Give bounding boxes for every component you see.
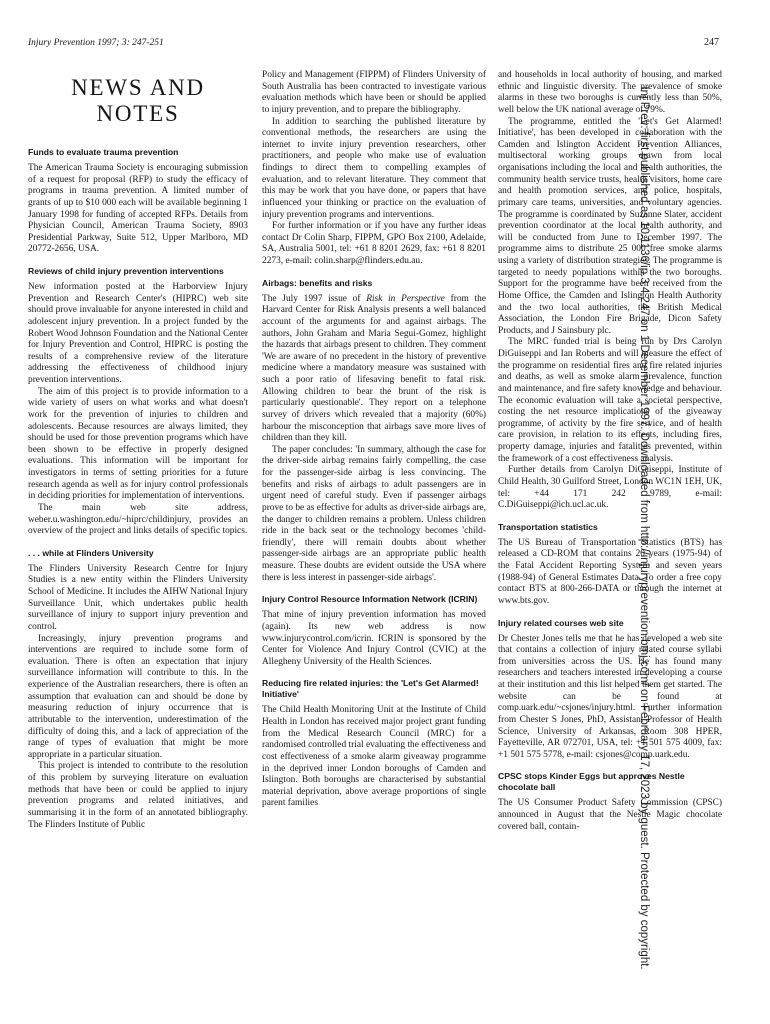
- paragraph: The programme, entitled the 'Let's Get Alarmed! Initiative', has been developed in collaboration with the Camden and Islington Accident Prevention Alliances, multisectoral working groups drawn from local organisations including the local and health authorities, the community health service trusts, health visitors, home care and health promotion services, and police, hospitals, primary care teams, universities, and voluntary agencies. The programme is coordinated by Suzanne Slater, accident prevention coordinator at the local health authority, and will be conducted from June to December 1997. The programme aims to distribute 25 000 free smoke alarms using a variety of distribution strategies. The programme is targeted to needy populations within the two boroughs. Support for the programme have been received from the Home Office, the Camden and Islington Health Authority and the two local authorities, the British Medical Association, the London Fire Brigade, Dicon Safety Products, and J Sainsbury plc.: [498, 116, 722, 336]
- heading-cpsc: CPSC stops Kinder Eggs but approves Nestle chocolate ball: [498, 771, 685, 793]
- masthead-line-2: NOTES: [96, 101, 180, 126]
- paragraph: The US Bureau of Transportation Statistics (BTS) has released a CD-ROM that contains 20 years (1975-94) of the Fatal Accident Reporting System and seven years (1988-94) of General Estimates Data. To order a free copy contact BTS at 800-266-DATA or through the internet at www.bts.gov.: [498, 537, 722, 606]
- paragraph: and households in local authority of housing, and marked ethnic and linguistic diversity. The prevalence of smoke alarms in these two boroughs is currently less than 50%, well below the UK national average of 79%.: [498, 70, 722, 115]
- text-run: from the Harvard Center for Risk Analysis presents a well balanced account of the arguments for and against airbags. The authors, John Graham and Maria Segui-Gomez, highlight the hazards that airbags present to children. They comment 'We are aware of no precedent in the history of preventive medicine where a mandatory measure was sustained with such a poor ratio of lifesaving benefit to fatal risk. Allowing children to bear the brunt of the risk is particularly questionable'. They report on a telephone survey of drivers which revealed that a majority (60%) harbour the misconception that airbags save more lives of children than they kill.: [262, 293, 486, 444]
- heading-courses: Injury related courses web site: [498, 617, 624, 628]
- paragraph: Increasingly, injury prevention programs and interventions are required to include some form of evaluation. There is often an expectation that injury surveillance information will contribute to this. In the experience of the Australian researchers, there is often an assumption that evaluation can and should be done by measuring reduction of injury occurrence that is attributable to the intervention, underestimation of the difficulty of doing this, and a lack of appreciation of the range of types of evaluation that might be more appropriate in a particular situation.: [28, 633, 248, 760]
- page-number: 247: [704, 37, 719, 48]
- paragraph: In addition to searching the published literature by conventional methods, the researchers are using the internet to invite injury prevention researchers, other practitioners, and people who make use of evaluation findings to direct them to compelling examples of evaluation, and to relevant literature. They comment that this may be work that you have done, or papers that have influenced your thinking or practice on the evaluation of injury prevention programs and interventions.: [262, 116, 486, 220]
- paragraph: Policy and Management (FIPPM) of Flinders University of South Australia has been contracted to investigate various evaluation methods which have been or should be applied to injury prevention, and to prepare the bibliography.: [262, 70, 486, 115]
- paragraph: [262, 294, 486, 445]
- heading-transport: Transportation statistics: [498, 521, 598, 532]
- section-masthead: [28, 70, 248, 137]
- paragraph: That mine of injury prevention information has moved (again). Its new web address is now www.injurycontrol.com/icrin. ICRIN is sponsored by the Center for Violence And Injury Control (CVIC) at the Allegheny University of the Health Sciences.: [262, 610, 486, 667]
- paragraph: The MRC funded trial is being run by Drs Carolyn DiGuiseppi and Ian Roberts and will measure the effect of the programme on residential fires and fire related injuries and deaths, as well as smoke alarm prevalence, function and maintenance, and fire safety knowledge and behaviour. The economic evaluation will take a societal perspective, costing the net resource implications of the giveaway programme, of activity by the fire service, and of health care provision, in relation to its effects, including fires, property damage, injuries and fatalities prevented, within the framework of a cost effectiveness analysis.: [498, 337, 722, 464]
- heading-reviews: Reviews of child injury prevention interventions: [28, 266, 224, 276]
- paragraph: Further details from Carolyn DiGuiseppi, Institute of Child Health, 30 Guilford Street, London WC1N 1EH, UK, tel: +44 171 242 9789, e-mail: C.DiGuiseppi@ich.ucl.ac.uk.: [498, 465, 722, 511]
- masthead-line-1: NEWS AND: [71, 75, 205, 100]
- paragraph: New information posted at the Harborview Injury Prevention and Research Center's (HIPRC) web site should prove invaluable for anyone interested in child and adolescent injury prevention. In a project funded by the Robert Wood Johnson Foundation and the National Center for Injury Prevention and Control, HIPRC is posting the results of a comprehensive review of the literature addressing the effectiveness of childhood injury prevention interventions.: [28, 282, 248, 385]
- paragraph: The paper concludes: 'In summary, although the case for the driver-side airbag remains fairly compelling, the case for the passenger-side airbag is less convincing. The benefits and risks of airbags to adult passengers are in urgent need of careful study. Even if passenger airbags prove to be as effective for adults as driver-side airbags are, the danger to children remains a problem. Unless children ride in the back seat or the technology becomes 'child-friendly', there will remain doubts about whether passenger-side airbags are an appropriate public health measure. These doubts are evident outside the USA where there is less interest in passenger-side airbags'.: [262, 444, 486, 583]
- paragraph: This project is intended to contribute to the resolution of this problem by surveying literature on evaluation methods that have been or could be applied to injury prevention programs and related initiatives, and summarising it in the form of an annotated bibliography. The Flinders Institute of Public: [28, 761, 248, 830]
- download-notice[interactable]: Inj Prev: first published as 10.1136/ip.3.4.247 on 1 December 1997. Downloaded from http://injuryprevention.bmj.com/ on February 17, 2023 by guest. Protected by copyright.: [638, 86, 650, 970]
- heading-fire: Reducing fire related injuries: the 'Let's Get Alarmed! Initiative': [262, 678, 479, 700]
- heading-funds: Funds to evaluate trauma prevention: [28, 147, 179, 157]
- heading-icrin: Injury Control Resource Information Network (ICRIN): [262, 594, 478, 605]
- paragraph: The Child Health Monitoring Unit at the Institute of Child Health in London has received major project grant funding from the Medical Research Council (MRC) for a randomised controlled trial evaluating the effectiveness and cost effectiveness of a smoke alarm giveaway programme in the deprived inner London boroughs of Camden and Islington. Both boroughs are characterised by substantial material deprivation, above average proportions of single parent families: [262, 705, 486, 809]
- column-2: [262, 70, 486, 810]
- heading-airbags: Airbags: benefits and risks: [262, 277, 373, 288]
- text-run: The July 1997 issue of: [262, 293, 367, 304]
- column-1: [28, 70, 248, 831]
- heading-flinders: . . . while at Flinders University: [28, 547, 154, 558]
- paragraph: The main web site address, weber.u.washington.edu/~hiprc/childinjury, provides an overview of the project and links details of specific topics.: [28, 502, 248, 537]
- paragraph: For further information or if you have any further ideas contact Dr Colin Sharp, FIPPM, GPO Box 2100, Adelaide, SA, Australia 5001, tel: +61 8 8201 2629, fax: +61 8 8201 2273, e-mail: colin.sharp@flinders.edu.au.: [262, 221, 486, 266]
- running-head: Injury Prevention 1997; 3: 247-251: [28, 38, 164, 48]
- paragraph: The Flinders University Research Centre for Injury Studies is a new entity within the Flinders University School of Medicine. It includes the AIHW National Injury Surveillance Unit, which undertakes public health surveillance of injury to support injury prevention and control.: [28, 563, 248, 632]
- paragraph: The US Consumer Product Safety Commission (CPSC) announced in August that the Nestle Magic chocolate covered ball, contain-: [498, 798, 722, 832]
- paragraph: The aim of this project is to provide information to a wide variety of users on what works and what doesn't work for the prevention of injuries to children and adolescents. Because resources are always limited, they should be used for those prevention programs which have been shown to be effective in properly designed evaluations. This information will be important for investigators in terms of setting priorities for a future research agenda as well as for injury control professionals in deciding priorities for implementation of interventions.: [28, 386, 248, 502]
- column-3: [498, 70, 722, 833]
- paragraph: The American Trauma Society is encouraging submission of a request for proposal (RFP) to study the efficacy of programs in trauma prevention. A limited number of grants of up to $10 000 each will be available beginning 1 January 1998 for funding of accepted RFPs. Details from Physician Council, American Trauma Society, 8903 Presidential Parkway, Suite 512, Upper Marlboro, MD 20772-2656, USA.: [28, 163, 248, 255]
- publication-title: Risk in Perspective: [366, 293, 445, 304]
- paragraph: Dr Chester Jones tells me that he has developed a web site that contains a collection of injury related course syllabi from universities across the US. He has found many researchers and teachers interested in developing a course at their institution and this list helped them get started. The website can be found at comp.uark.edu/~csjones/injury.html. Further information from Chester S Jones, PhD, Assistant Professor of Health Science, University of Arkansas, Room 308 HPER, Fayetteville, AR 072701, USA, tel: +1 501 575 4009, fax: +1 501 575 5778, e-mail: csjones@comp.uark.edu.: [498, 633, 722, 760]
